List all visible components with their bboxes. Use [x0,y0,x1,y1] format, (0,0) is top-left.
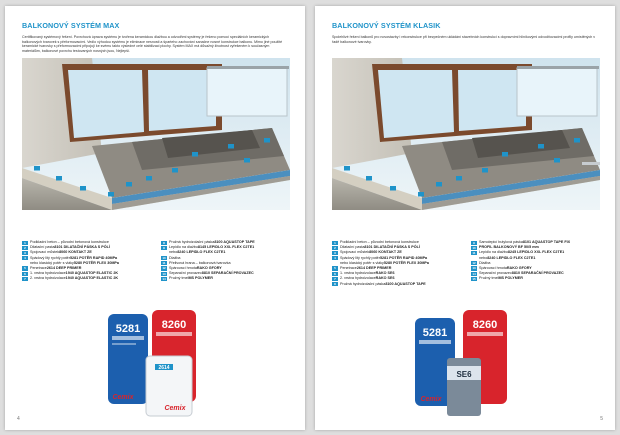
legend-text: Dlažba [479,260,491,265]
legend-number: 11 [472,250,476,255]
legend-number: 13 [472,266,476,271]
legend-text: Podkladní beton – původní betonová konstrukce [30,240,109,244]
legend-text: Dilatační pasta [30,245,55,250]
legend-product: RAKO GFORY [506,265,532,270]
legend-product: 5281 POTĚR RAPID 40MPa [379,255,428,260]
legend-text: 2. vrstva hydroizolace [30,276,66,281]
legend-text: Samolepicí butylová páska [479,240,523,244]
product-code: 5281 [422,327,448,339]
product-code: SE6 [456,370,472,379]
legend-product: 8810 SEPARAČNÍ PROVAZEC [511,271,564,276]
legend-product: 8810 SEPARAČNÍ PROVAZEC [201,271,254,276]
legend-number: 6 [22,272,28,276]
legend-text: Přelivová hrana – balkonová tvarovka [169,260,231,265]
legend-number: 5 [332,266,338,270]
legend-column [471,240,603,282]
product-code: 8260 [472,319,498,331]
legend-text: Pružná hydroizolační páska [169,240,215,244]
legend-text: Podkladní beton – původní betonová konstrukce [340,240,419,244]
legend-text: nebo [479,255,488,260]
page-number: 5 [600,416,603,422]
brand-logo: Cemix [164,405,186,412]
legend-product: 8060 KONTAKT ZE [369,250,402,255]
legend-number: 2 [22,246,28,250]
legend-product: 1940 AQUASTOP ELASTIC 2K [65,271,119,276]
brand-logo: Cemix [112,394,134,401]
legend-product: MS POLYMER [188,276,213,281]
legend-number: 14 [472,271,476,276]
legend-number: 13 [162,271,166,276]
product-code: 8260 [161,319,187,331]
legend-text: Spárovací hmota [479,265,507,270]
legend-product: 8101 DILATAČNÍ PÁSKA S PÓLÍ [54,245,110,250]
legend-column [161,240,293,282]
legend-number: 12 [162,266,166,271]
bucket-se6 [447,358,481,416]
legend-text: Penetrace [30,265,47,270]
legend-text: Pružný tmel [479,276,499,281]
legend-text: nebo klasický potěr s vláky [30,260,74,265]
canister-2614 [146,356,192,416]
legend-product: 8240 LEPIDLO FLEX C2TE1 [177,250,226,255]
legend-number: 8 [161,241,167,245]
legend-text: Pružná hydroizolační páska [340,281,386,286]
legend-item [161,276,293,281]
legend-product: 8101 AQUASTOP TAPE FIX [522,240,571,244]
legend-number: 11 [162,261,166,266]
legend-product: 5280 POTĚR FLEX 30MPa [73,260,119,265]
legend-column [332,240,464,287]
legend-product: 1940 AQUASTOP ELASTIC 2K [65,276,119,281]
legend-number: 9 [471,241,477,245]
legend-text: Spojovací můstek [30,250,60,255]
legend-product: 8101 DILATAČNÍ PÁSKA S PÓLÍ [364,245,420,250]
page-left [5,6,305,430]
product-code: 5281 [115,323,141,335]
legend-number: 8 [332,282,338,286]
legend-product: 2614 DEEP PRIMER [46,265,82,270]
legend-product: 8060 KONTAKT ZE [59,250,92,255]
balcony-system-diagram [22,58,290,210]
legend-number: 7 [22,277,28,281]
legend-text: nebo klasický potěr s vláky [340,260,384,265]
legend-number: 4 [332,256,338,260]
legend-text: nebo [169,250,178,255]
legend-product: 8100 AQUASTOP TAPE [214,240,255,244]
legend-number: 10 [162,256,166,261]
intro-text: Certifikovaný systémový řešení. Povrchová úprava systému je tvořena keramickou dlažbou a odvodňmi systémy je řešeno pomocí speciálních keramických balkonových tvarovek s přeformovacími. Vedlo výhodou systému je eliminace nesnosti a šparteho zachování sanačne nosné konstrukce balkonu. Mimo jiné použité keramické tvarovky s přeformovacími připojují ke svému takto výsledné celé stabilizaci plochy. Systém MAX má důsažný životnost vyřešeném k současným materiálům, balkonové povrchu testovaných nosných jsou, Nejlepší. [22,35,283,53]
product-packaging [315,306,615,430]
legend-column [22,240,154,282]
legend-product: PROFIL BALKONOVÝ BF 50/5 mm [479,245,539,250]
legend-text: Spárovací hmota [169,265,197,270]
legend-product: RAKO SE6 [375,271,395,276]
legend-text: 1. vrstva hydroizolace [340,271,376,276]
legend-text: 1. vrstva hydroizolace [30,271,66,276]
page-title: BALKONOVÝ SYSTÉM KLASIK [332,21,441,30]
legend-text: Pružný tmel [169,276,189,281]
legend-number: 6 [332,272,338,276]
legend-number: 10 [472,245,476,250]
legend-product: MS POLYMER [498,276,523,281]
legend-number: 7 [332,277,338,281]
legend-text: Dlažba [169,255,181,260]
product-code: 2614 [158,365,170,371]
page-title: BALKONOVÝ SYSTÉM MAX [22,21,120,30]
legend-product: 8100 AQUASTOP TAPE [385,281,426,286]
page-right [315,6,615,430]
legend-product: RAKO GFORY [196,265,222,270]
legend-product: 2614 DEEP PRIMER [356,265,392,270]
legend-text: Dilatační pasta [340,245,365,250]
legend-product: 5280 POTĚR FLEX 30MPa [383,260,429,265]
intro-text: Spolehlivé řešení balkonů pro novostavby i rekonstrukce při bezpečném ukládání stavebních konstrukcí s dopravními hliníkovými odvodňovacími profily umístěných v řadě balkonové tvarovky. [332,35,596,44]
legend-number: 5 [22,266,28,270]
legend-product: 8145 LEPIDLO XXL FLEX C2TE1 [197,245,255,250]
legend-number: 3 [22,251,28,255]
legend-item [332,282,464,287]
legend-product: RAKO SE6 [375,276,395,281]
legend-text: Lepidlo na dlažbu [169,245,198,250]
legend-number: 3 [332,251,338,255]
legend-text: Spojovací můstek [340,250,370,255]
legend-text: Separační provazec [479,271,512,276]
bag-5281 [108,314,148,404]
legend-text: Spádový litý rychlý potěr [30,255,70,260]
legend-product: 8245 LEPIDLO XXL FLEX C2TE1 [507,250,565,255]
legend-text: Separační provazec [169,271,202,276]
legend-number: 14 [162,276,166,281]
legend-text: Penetrace [340,265,357,270]
legend-number: 12 [472,261,476,266]
legend-item [22,276,154,281]
legend-number: 2 [332,246,338,250]
legend-number: 4 [22,256,28,260]
brand-logo: Cemix [420,396,442,403]
legend-text: Lepidlo na dlažbu [479,250,508,255]
legend-item [471,276,603,281]
legend-text: 2. vrstva hydroizolace [340,276,376,281]
balcony-system-diagram [332,58,600,210]
legend-number: 9 [161,246,167,250]
legend-text: Spádový litý rychlý potěr [340,255,380,260]
legend-product: 8240 LEPIDLO FLEX C2TE1 [487,255,536,260]
legend-number: 1 [332,241,338,245]
product-packaging [5,306,305,430]
legend-number: 1 [22,241,28,245]
legend-number: 15 [472,276,476,281]
page-number: 4 [17,416,20,422]
legend-product: 5281 POTĚR RAPID 40MPa [69,255,118,260]
